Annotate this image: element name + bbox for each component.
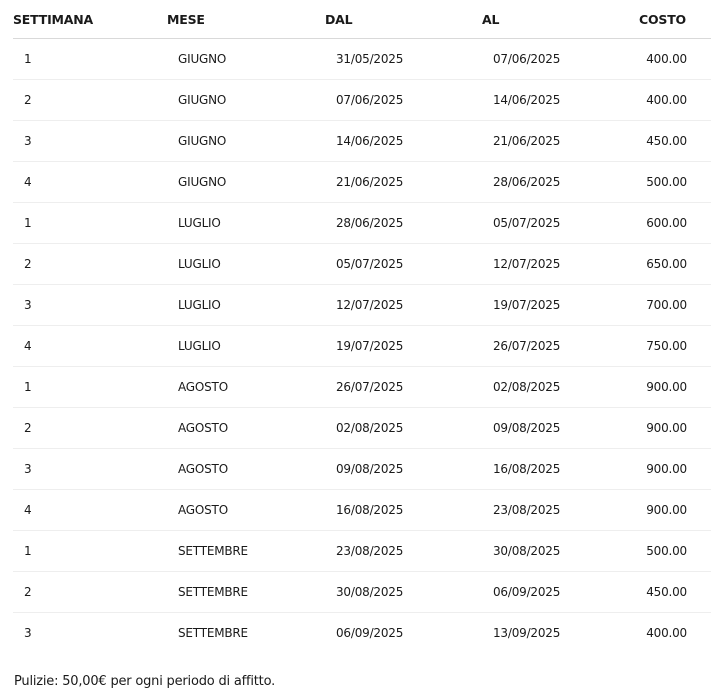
cell-to: 21/06/2025: [482, 121, 639, 162]
cell-from: 02/08/2025: [325, 408, 482, 449]
cell-from: 14/06/2025: [325, 121, 482, 162]
cell-cost: 400.00: [646, 626, 687, 640]
cell-cost: 500.00: [639, 162, 711, 203]
cell-month: GIUGNO: [167, 39, 325, 80]
cell-month: LUGLIO: [167, 326, 325, 367]
table-row: [13, 408, 711, 449]
cell-cost: 450.00: [639, 121, 711, 162]
cell-to: 23/08/2025: [482, 490, 639, 531]
table-row: [13, 449, 711, 490]
cell-cost: 750.00: [639, 326, 711, 367]
cell-to: 13/09/2025: [493, 626, 561, 640]
cell-month: GIUGNO: [167, 121, 325, 162]
cell-cost: 500.00: [639, 531, 711, 572]
cell-from: 16/08/2025: [325, 490, 482, 531]
cell-week: 1: [13, 203, 167, 244]
cell-from: 19/07/2025: [325, 326, 482, 367]
cell-month: SETTEMBRE: [178, 626, 248, 640]
cell-month: LUGLIO: [167, 203, 325, 244]
cell-to: 07/06/2025: [482, 39, 639, 80]
cell-week: 4: [13, 162, 167, 203]
cell-from: 21/06/2025: [325, 162, 482, 203]
cell-week: 2: [13, 408, 167, 449]
cell-week: 4: [13, 490, 167, 531]
cell-cost: 900.00: [639, 490, 711, 531]
table-row: [13, 244, 711, 285]
table-row: [13, 162, 711, 203]
cell-month: AGOSTO: [167, 449, 325, 490]
cell-from: 09/08/2025: [325, 449, 482, 490]
cell-week: 3: [13, 449, 167, 490]
header-from: DAL: [325, 0, 482, 39]
table-row: [13, 572, 711, 613]
cell-from: 23/08/2025: [325, 531, 482, 572]
cell-to: 16/08/2025: [482, 449, 639, 490]
header-month: MESE: [167, 0, 325, 39]
cell-to: 09/08/2025: [482, 408, 639, 449]
cell-cost: 900.00: [639, 408, 711, 449]
cell-to: 26/07/2025: [482, 326, 639, 367]
cell-month: GIUGNO: [167, 162, 325, 203]
cell-month: SETTEMBRE: [167, 531, 325, 572]
table-row: [13, 121, 711, 162]
cell-month: AGOSTO: [167, 367, 325, 408]
table-row: [13, 80, 711, 121]
cell-week: 2: [13, 80, 167, 121]
cell-from: 05/07/2025: [325, 244, 482, 285]
cell-to: 06/09/2025: [482, 572, 639, 613]
cell-week: 3: [13, 121, 167, 162]
cell-week: 3: [13, 285, 167, 326]
cell-to: 28/06/2025: [482, 162, 639, 203]
cell-to: 14/06/2025: [482, 80, 639, 121]
cell-week: 4: [13, 326, 167, 367]
cell-cost: 900.00: [639, 367, 711, 408]
table-row: [13, 490, 711, 531]
cell-cost: 900.00: [639, 449, 711, 490]
header-week: SETTIMANA: [13, 0, 167, 39]
cell-cost: 400.00: [639, 39, 711, 80]
cell-week: 1: [13, 39, 167, 80]
cell-week: 2: [13, 572, 167, 613]
cell-month: AGOSTO: [167, 490, 325, 531]
table-row: [13, 326, 711, 367]
cell-cost: 450.00: [639, 572, 711, 613]
cell-cost: 400.00: [639, 80, 711, 121]
table-row: [13, 613, 711, 654]
cell-week: 1: [13, 367, 167, 408]
header-row: [13, 0, 711, 39]
cell-month: AGOSTO: [167, 408, 325, 449]
cell-from: 30/08/2025: [325, 572, 482, 613]
cell-month: LUGLIO: [167, 285, 325, 326]
cell-week: 3: [24, 626, 32, 640]
cell-to: 02/08/2025: [482, 367, 639, 408]
cell-month: SETTEMBRE: [167, 572, 325, 613]
table-row: [13, 531, 711, 572]
table-row: [13, 203, 711, 244]
cell-from: 12/07/2025: [325, 285, 482, 326]
cell-to: 12/07/2025: [482, 244, 639, 285]
header-cost: COSTO: [639, 0, 711, 39]
table-row: [13, 39, 711, 80]
cell-from: 31/05/2025: [325, 39, 482, 80]
cell-from: 26/07/2025: [325, 367, 482, 408]
cell-week: 1: [13, 531, 167, 572]
cell-cost: 700.00: [639, 285, 711, 326]
table-body: [13, 39, 711, 654]
cell-from: 28/06/2025: [325, 203, 482, 244]
cell-cost: 650.00: [639, 244, 711, 285]
cell-from: 06/09/2025: [336, 626, 404, 640]
cell-month: LUGLIO: [167, 244, 325, 285]
cell-to: 30/08/2025: [482, 531, 639, 572]
table-row: [13, 367, 711, 408]
table-header: [13, 0, 711, 39]
cell-week: 2: [13, 244, 167, 285]
cell-to: 05/07/2025: [482, 203, 639, 244]
table-row: [13, 285, 711, 326]
price-table: [13, 0, 711, 653]
price-table-container: [13, 0, 711, 653]
cleaning-note: Pulizie: 50,00€ per ogni periodo di affitto.: [14, 674, 276, 689]
cell-from: 07/06/2025: [325, 80, 482, 121]
cell-cost: 600.00: [639, 203, 711, 244]
header-to: AL: [482, 0, 639, 39]
cell-month: GIUGNO: [167, 80, 325, 121]
cell-to: 19/07/2025: [482, 285, 639, 326]
